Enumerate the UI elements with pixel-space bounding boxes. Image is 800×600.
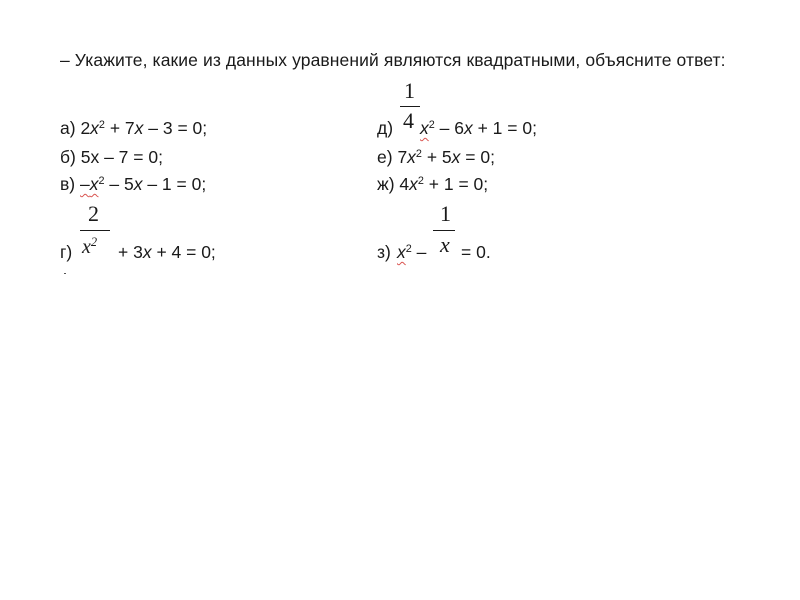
equation-z-numerator: 1 bbox=[440, 201, 451, 226]
equation-v-label: в) bbox=[60, 174, 76, 194]
equation-z-lead: $x^2$ – bbox=[397, 242, 427, 262]
equation-g-label: г) bbox=[60, 242, 73, 262]
equation-a-label: а) bbox=[60, 118, 76, 138]
equation-z-rest: = 0. bbox=[461, 242, 491, 262]
equation-b-label: б) bbox=[60, 147, 76, 167]
equation-a bbox=[60, 118, 207, 139]
equation-g-denominator: $x^2$ bbox=[82, 235, 98, 258]
equation-g-rest: + 3x + 4 = 0; bbox=[118, 242, 216, 262]
equation-zh bbox=[377, 174, 488, 195]
equation-g-numerator: 2 bbox=[88, 201, 99, 226]
stray-mark bbox=[64, 273, 66, 274]
equation-e-label: е) bbox=[377, 147, 393, 167]
equation-v-text: $-x^2 - 5x - 1 = 0$; bbox=[80, 174, 207, 194]
equation-z-label: з) bbox=[377, 242, 391, 262]
task-instruction: – Укажите, какие из данных уравнений являются квадратными, объясните ответ: bbox=[60, 50, 726, 70]
equation-z-denominator: x bbox=[440, 232, 450, 257]
equation-zh-label: ж) bbox=[377, 174, 395, 194]
equation-e bbox=[377, 147, 495, 168]
equation-d-fraction-bar bbox=[400, 106, 420, 107]
equation-d-denominator: 4 bbox=[403, 108, 414, 133]
equation-d-label: д) bbox=[377, 118, 394, 138]
equation-z-fraction-bar bbox=[433, 230, 455, 231]
equation-d-numerator: 1 bbox=[404, 78, 415, 103]
equation-b-text: 5x – 7 = 0; bbox=[80, 147, 163, 167]
equation-d-rest: $x^2 - 6x + 1 = 0$; bbox=[420, 118, 537, 138]
equation-e-text: $7x^2 + 5x = 0$; bbox=[397, 147, 495, 167]
equation-v bbox=[60, 174, 206, 195]
equation-g-fraction-bar bbox=[80, 230, 110, 231]
equation-b bbox=[60, 147, 163, 168]
equation-a-text: $2x^2 + 7x - 3 = 0$; bbox=[80, 118, 208, 138]
equation-zh-text: $4x^2 + 1 = 0$; bbox=[399, 174, 489, 194]
